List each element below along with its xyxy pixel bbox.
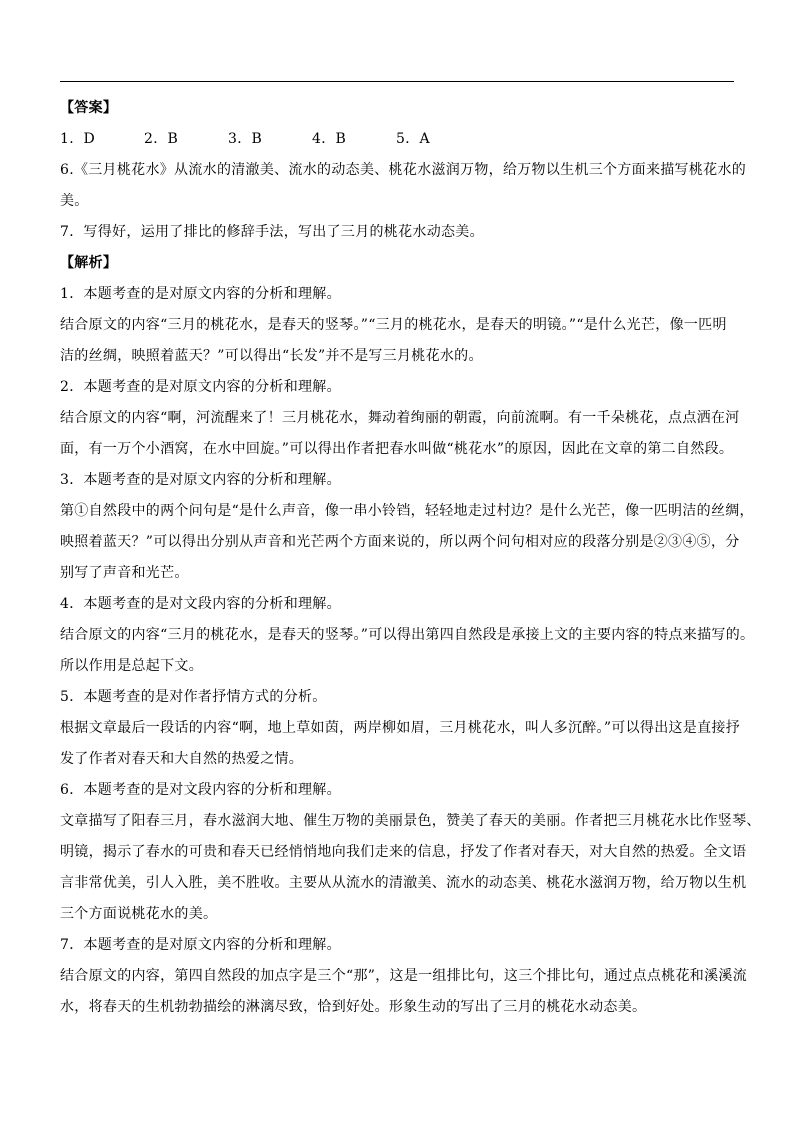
analysis-line: 5．本题考查的是对作者抒情方式的分析。 — [60, 689, 327, 705]
answer-line: 美。 — [60, 193, 89, 209]
analysis-line: 7．本题考查的是对原文内容的分析和理解。 — [60, 937, 341, 953]
analysis-line: 结合原文的内容，第四自然段的加点字是三个“那”，这是一组排比句，这三个排比句，通过点点桃花和溪溪流 — [60, 968, 748, 984]
analysis-line: 发了作者对春天和大自然的热爱之情。 — [60, 751, 304, 767]
header-rule — [60, 81, 734, 82]
answer-heading: 【答案】 — [60, 100, 118, 116]
analysis-line: 明镜，揭示了春水的可贵和春天已经悄悄地向我们走来的信息，抒发了作者对春天，对大自然的热爱。全文语 — [60, 844, 747, 860]
analysis-line: 别写了声音和光芒。 — [60, 565, 189, 581]
analysis-line: 6．本题考查的是对文段内容的分析和理解。 — [60, 782, 341, 798]
analysis-line: 所以作用是总起下文。 — [60, 658, 203, 674]
choice-answer: 5．A — [396, 131, 430, 147]
analysis-line: 三个方面说桃花水的美。 — [60, 906, 218, 922]
analysis-line: 3．本题考查的是对原文内容的分析和理解。 — [60, 472, 341, 488]
choice-answer: 2．B — [144, 131, 179, 147]
analysis-line: 文章描写了阳春三月，春水滋润大地、催生万物的美丽景色，赞美了春天的美丽。作者把三月桃花水比作竖琴、 — [60, 813, 761, 829]
answer-line: 6.《三月桃花水》从流水的清澈美、流水的动态美、桃花水滋润万物，给万物以生机三个方面来描写桃花水的 — [60, 162, 747, 178]
choice-answer: 1．D — [60, 131, 96, 147]
analysis-heading: 【解析】 — [60, 255, 118, 271]
analysis-line: 4．本题考查的是对文段内容的分析和理解。 — [60, 596, 341, 612]
document-body — [60, 93, 761, 1023]
analysis-line: 水，将春天的生机勃勃描绘的淋漓尽致，恰到好处。形象生动的写出了三月的桃花水动态美。 — [60, 999, 647, 1015]
choice-answer: 3．B — [228, 131, 263, 147]
choice-answer: 4．B — [312, 131, 347, 147]
analysis-line: 第①自然段中的两个问句是“是什么声音，像一串小铃铛，轻轻地走过村边？是什么光芒，像一匹明洁的丝绸， — [60, 503, 754, 519]
analysis-line: 结合原文的内容“啊，河流醒来了！三月桃花水，舞动着绚丽的朝霞，向前流啊。有一千朵桃花，点点洒在河 — [60, 410, 740, 426]
analysis-line: 结合原文的内容“三月的桃花水，是春天的竖琴。”可以得出第四自然段是承接上文的主要内容的特点来描写的。 — [60, 627, 755, 643]
answer-line: 7．写得好，运用了排比的修辞手法，写出了三月的桃花水动态美。 — [60, 224, 484, 240]
analysis-line: 结合原文的内容“三月的桃花水，是春天的竖琴。”“三月的桃花水，是春天的明镜。”“是什么光芒，像一匹明 — [60, 317, 727, 333]
analysis-line: 面，有一万个小酒窝，在水中回旋。”可以得出作者把春水叫做“桃花水”的原因，因此在文章的第二自然段。 — [60, 441, 734, 457]
choice-answers-row — [60, 124, 740, 155]
analysis-line: 洁的丝绸，映照着蓝天？”可以得出“长发”并不是写三月桃花水的。 — [60, 348, 483, 364]
analysis-line: 根据文章最后一段话的内容“啊，地上草如茵，两岸柳如眉，三月桃花水，叫人多沉醉。”可以得出这是直接抒 — [60, 720, 741, 736]
analysis-line: 言非常优美，引人入胜，美不胜收。主要从从流水的清澈美、流水的动态美、桃花水滋润万物，给万物以生机 — [60, 875, 747, 891]
analysis-line: 2．本题考查的是对原文内容的分析和理解。 — [60, 379, 341, 395]
analysis-line: 1．本题考查的是对原文内容的分析和理解。 — [60, 286, 341, 302]
analysis-line: 映照着蓝天？”可以得出分别从声音和光芒两个方面来说的，所以两个问句相对应的段落分别是②③④⑤，分 — [60, 534, 740, 550]
